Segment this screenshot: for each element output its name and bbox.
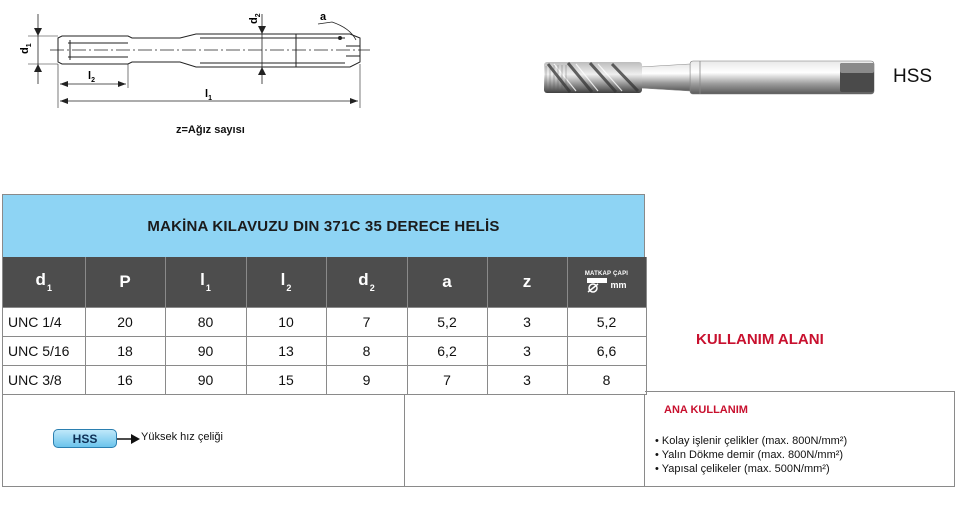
cell-d1: UNC 1/4 — [3, 307, 85, 336]
empty-box — [405, 395, 645, 487]
dim-l2-label: $l_2$ — [88, 70, 95, 84]
cell-p: 20 — [85, 307, 165, 336]
hss-description: Yüksek hız çeliği — [141, 431, 223, 443]
list-item: • Yalın Dökme demir (max. 800N/mm²) — [655, 448, 847, 462]
drill-header-unit: mm — [610, 279, 627, 290]
cell-l2: 13 — [246, 336, 326, 365]
col-header-drill-diameter — [567, 257, 646, 307]
cell-p: 18 — [85, 336, 165, 365]
cell-a: 6,2 — [407, 336, 487, 365]
cell-d2: 9 — [326, 365, 407, 394]
list-item: • Yapısal çelikeler (max. 500N/mm²) — [655, 462, 847, 476]
col-header-a: a — [407, 257, 487, 307]
col-header-d2: $d_2$ — [326, 257, 407, 307]
drawing-caption: z=Ağız sayısı — [176, 124, 245, 136]
material-label: HSS — [893, 66, 933, 87]
cell-drill: 8 — [567, 365, 646, 394]
cell-d2: 7 — [326, 307, 407, 336]
arrow-right-icon — [117, 433, 141, 445]
cell-a: 7 — [407, 365, 487, 394]
dim-d2-label: $d_2$ — [248, 13, 262, 24]
cell-drill: 6,6 — [567, 336, 646, 365]
usage-area-title: KULLANIM ALANI — [696, 331, 824, 348]
spec-table — [3, 257, 647, 395]
cell-l1: 90 — [165, 365, 246, 394]
dim-d1-label: $d_1$ — [19, 43, 33, 54]
usage-box — [645, 391, 955, 487]
cell-d2: 8 — [326, 336, 407, 365]
list-item: • Kolay işlenir çelikler (max. 800N/mm²) — [655, 434, 847, 448]
cell-l2: 10 — [246, 307, 326, 336]
dim-a-label: a — [320, 11, 327, 23]
cell-p: 16 — [85, 365, 165, 394]
spiral-tap-photo — [540, 58, 880, 98]
drill-bit-icon — [586, 277, 608, 293]
hss-badge: HSS — [53, 429, 117, 448]
table-row — [3, 307, 646, 336]
col-header-l1: $l_1$ — [165, 257, 246, 307]
cell-d1: UNC 5/16 — [3, 336, 85, 365]
cell-z: 3 — [487, 307, 567, 336]
table-title: MAKİNA KILAVUZU DIN 371C 35 DERECE HELİS — [3, 194, 645, 257]
spec-table-container — [2, 194, 645, 395]
col-header-z: z — [487, 257, 567, 307]
cell-z: 3 — [487, 365, 567, 394]
col-header-d1: $d_1$ — [3, 257, 85, 307]
usage-list — [655, 434, 847, 476]
material-legend-box — [2, 395, 405, 487]
cell-l1: 90 — [165, 336, 246, 365]
table-row — [3, 336, 646, 365]
tap-outline — [58, 34, 360, 67]
cell-z: 3 — [487, 336, 567, 365]
col-header-p: P — [85, 257, 165, 307]
col-header-l2: $l_2$ — [246, 257, 326, 307]
table-row — [3, 365, 646, 394]
cell-drill: 5,2 — [567, 307, 646, 336]
drill-header-caption: MATKAP ÇAPI — [584, 270, 629, 277]
cell-a: 5,2 — [407, 307, 487, 336]
cell-l2: 15 — [246, 365, 326, 394]
main-usage-heading: ANA KULLANIM — [664, 404, 748, 416]
table-header-row — [3, 257, 646, 307]
dim-l1-label: $l_1$ — [205, 88, 212, 102]
cell-d1: UNC 3/8 — [3, 365, 85, 394]
cell-l1: 80 — [165, 307, 246, 336]
